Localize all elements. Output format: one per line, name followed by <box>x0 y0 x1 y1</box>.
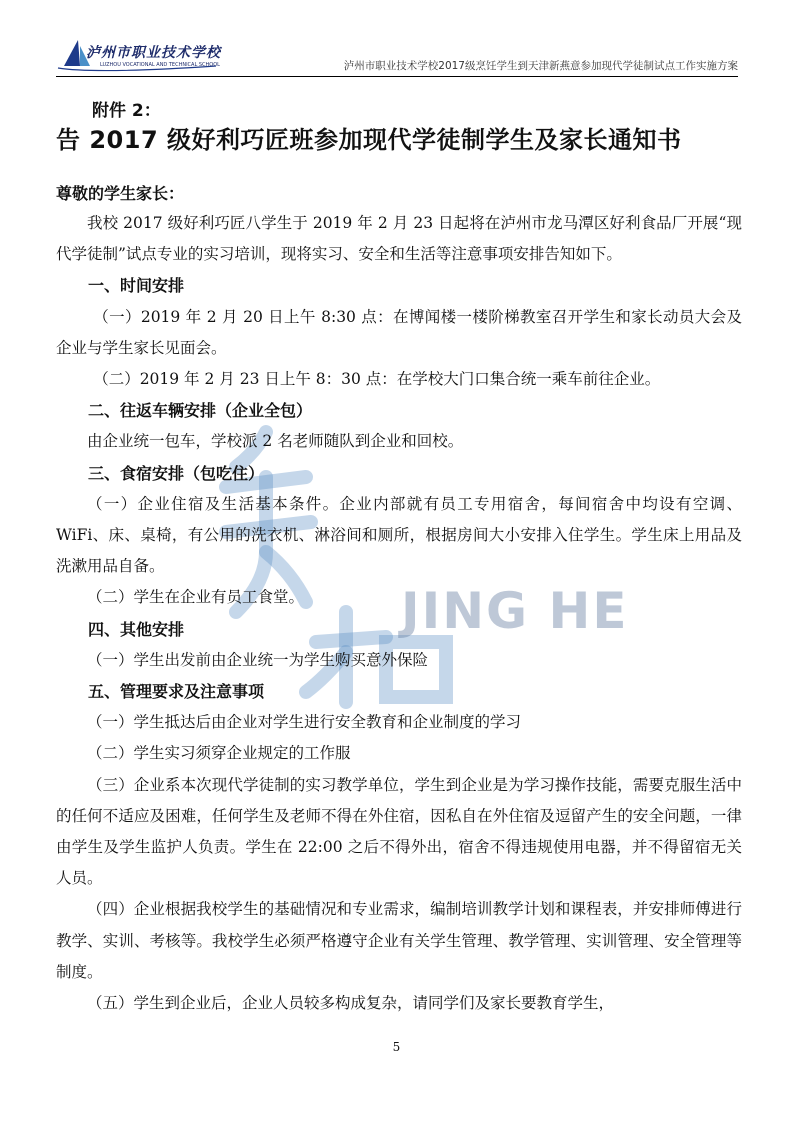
section-heading: 四、其他安排 <box>88 619 185 639</box>
section-item: （一）学生抵达后由企业对学生进行安全教育和企业制度的学习 <box>87 713 522 732</box>
logo-subtext: LUZHOU VOCATIONAL AND TECHNICAL SCHOOL <box>100 62 220 68</box>
page-header <box>56 36 738 77</box>
section-heading: 五、管理要求及注意事项 <box>88 682 265 702</box>
document-title: 告 2017 级好利巧匠班参加现代学徒制学生及家长通知书 <box>56 126 682 154</box>
section-heading: 三、食宿安排（包吃住） <box>88 463 265 483</box>
section-heading: 一、时间安排 <box>88 276 185 296</box>
intro-paragraph: 我校 2017 级好利巧匠八学生于 2019 年 2 月 23 日起将在泸州市龙马潭区好利食品厂开展“现代学徒制”试点专业的实习培训，现将实习、安全和生活等注意事项安排告知如下。 <box>56 214 742 264</box>
logo-text: 泸州市职业技术学校 <box>86 45 221 61</box>
section-item: （五）学生到企业后，企业人员较多构成复杂，请同学们及家长要教育学生， <box>87 994 615 1013</box>
section-item: （一）企业住宿及生活基本条件。企业内部就有员工专用宿舍，每间宿舍中均设有空调、WiFi、床、桌椅，有公用的洗衣机、淋浴间和厕所，根据房间大小安排入住学生。学生床上用品及洗漱用品自备。 <box>56 494 742 576</box>
page-number: 5 <box>392 1040 401 1054</box>
section-item: （三）企业系本次现代学徒制的实习教学单位，学生到企业是为学习操作技能，需要克服生活中的任何不适应及困难，任何学生及老师不得在外住宿，因私自在外住宿及逗留产生的安全问题，一律由学生及学生监护人负责。学生在 22:00 之后不得外出，宿舍不得违规使用电器，并不得留宿无关人员。 <box>56 775 742 888</box>
header-title: 泸州市职业技术学校2017级烹饪学生到天津新燕意参加现代学徒制试点工作实施方案 <box>343 60 738 72</box>
watermark-text: JING HE <box>401 582 629 640</box>
section-item: （四）企业根据我校学生的基础情况和专业需求，编制培训教学计划和课程表，并安排师傅进行教学、实训、考核等。我校学生必须严格遵守企业有关学生管理、教学管理、实训管理、安全管理等制度。 <box>56 900 742 981</box>
section-heading: 二、往返车辆安排（企业全包） <box>88 401 313 421</box>
section-item: （二）学生实习须穿企业规定的工作服 <box>87 744 351 763</box>
section-item: （一）2019 年 2 月 20 日上午 8:30 点：在博闻楼一楼阶梯教室召开学生和家长动员大会及企业与学生家长见面会。 <box>56 307 742 357</box>
attachment-label: 附件 2： <box>92 101 161 121</box>
section-item: （一）学生出发前由企业统一为学生购买意外保险 <box>87 650 429 669</box>
section-item: 由企业统一包车，学校派 2 名老师随队到企业和回校。 <box>87 432 464 451</box>
section-item: （二）2019 年 2 月 23 日上午 8：30 点：在学校大门口集合统一乘车前往企业。 <box>93 370 661 389</box>
school-logo <box>56 36 226 74</box>
section-item: （二）学生在企业有员工食堂。 <box>87 588 305 607</box>
greeting: 尊敬的学生家长： <box>56 184 185 203</box>
document-body <box>56 208 742 1019</box>
